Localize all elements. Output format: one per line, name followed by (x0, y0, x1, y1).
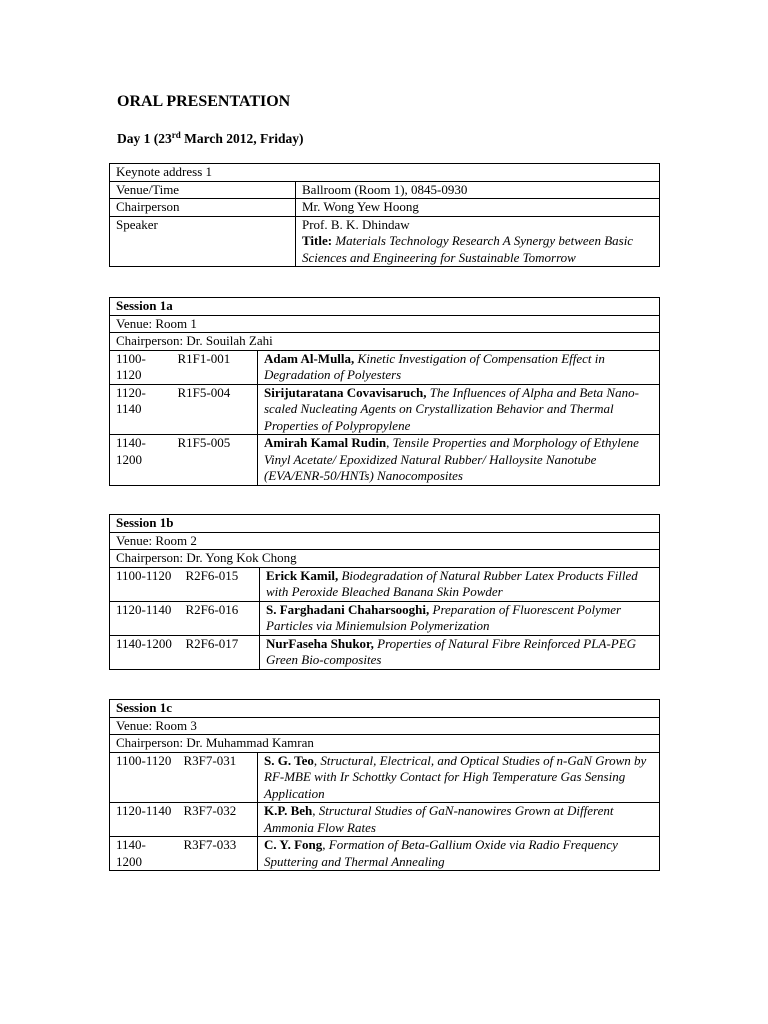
talk-time: 1120-1140 (110, 803, 178, 837)
talk-details (260, 567, 660, 601)
talk-title: Properties of Natural Fibre Reinforced PLA-PEG Green Bio-composites (266, 635, 637, 667)
talk-row (110, 635, 660, 669)
talk-title: Structural Studies of GaN-nanowires Grown at Different Ammonia Flow Rates (264, 803, 614, 835)
talk-code: R2F6-016 (180, 601, 260, 635)
talk-time: 1120-1140 (110, 601, 180, 635)
keynote-title-text: Materials Technology Research A Synergy between Basic Sciences and Engineering for Sustainable Tomorrow (302, 233, 634, 265)
session-chair: Chairperson: Dr. Muhammad Kamran (110, 735, 660, 753)
day-heading (117, 130, 303, 148)
talk-time: 1140-1200 (110, 435, 172, 486)
session-venue: Venue: Room 3 (110, 717, 660, 735)
keynote-speaker-cell (296, 216, 660, 267)
talk-code: R1F5-004 (172, 384, 258, 435)
session-chair: Chairperson: Dr. Souilah Zahi (110, 333, 660, 351)
talk-details: Amirah Kamal Rudin, Tensile Properties and Morphology of Ethylene Vinyl Acetate/ Epoxidized Natural Rubber/ Halloysite Nanotube (EVA/ENR-50/HNTs) Nanocomposites (258, 435, 660, 486)
talk-author: Sirijutaratana Covavisaruch, (264, 384, 427, 400)
talk-time: 1100-1120 (110, 752, 178, 803)
talk-author: Amirah Kamal Rudin (264, 435, 387, 450)
talk-author: C. Y. Fong (264, 837, 323, 852)
talk-details: K.P. Beh, Structural Studies of GaN-nanowires Grown at Different Ammonia Flow Rates (258, 803, 660, 837)
session-venue-row (110, 315, 660, 333)
day-ordinal-suffix: rd (171, 130, 181, 140)
talk-title: Biodegradation of Natural Rubber Latex Products Filled with Peroxide Bleached Banana Skin Powder (266, 567, 638, 599)
talk-time: 1100-1120 (110, 350, 172, 384)
talk-code: R2F6-017 (180, 635, 260, 669)
talk-row (110, 601, 660, 635)
talk-row (110, 350, 660, 384)
keynote-speaker-row (110, 216, 660, 267)
day-suffix: March 2012, Friday) (180, 131, 304, 146)
keynote-chair-row (110, 199, 660, 217)
talk-details: C. Y. Fong, Formation of Beta-Gallium Oxide via Radio Frequency Sputtering and Thermal Annealing (258, 837, 660, 871)
keynote-speaker-name: Prof. B. K. Dhindaw (302, 216, 410, 232)
session-chair-row (110, 333, 660, 351)
keynote-talk-title (302, 233, 653, 266)
talk-row (110, 435, 660, 486)
talk-row (110, 803, 660, 837)
talk-row (110, 837, 660, 871)
talk-row (110, 752, 660, 803)
talk-author: S. G. Teo (264, 752, 314, 768)
talk-title: Structural, Electrical, and Optical Studies of n-GaN Grown by RF-MBE with Ir Schottky Contact for High Temperature Gas Sensing Application (264, 752, 647, 801)
talk-row (110, 384, 660, 435)
session-chair-row (110, 550, 660, 568)
talk-code: R2F6-015 (180, 567, 260, 601)
session-header-row (110, 515, 660, 533)
talk-time: 1140-1200 (110, 635, 180, 669)
talk-code: R1F5-005 (172, 435, 258, 486)
talk-title: Tensile Properties and Morphology of Ethylene Vinyl Acetate/ Epoxidized Natural Rubber/ Halloysite Nanotube (EVA/ENR-50/HNTs) Nanocomposites (264, 435, 639, 483)
talk-title: The Influences of Alpha and Beta Nano-scaled Nucleating Agents on Crystallization Behavior and Thermal Properties of Polypropylene (264, 384, 639, 433)
page-title: ORAL PRESENTATION (117, 93, 291, 110)
session-venue-row (110, 717, 660, 735)
talk-code: R3F7-033 (178, 837, 258, 871)
session-venue: Venue: Room 1 (110, 315, 660, 333)
talk-details (260, 601, 660, 635)
talk-code: R3F7-031 (178, 752, 258, 803)
talk-title: Formation of Beta-Gallium Oxide via Radio Frequency Sputtering and Thermal Annealing (264, 837, 618, 869)
talk-code: R3F7-032 (178, 803, 258, 837)
session-name: Session 1a (110, 298, 660, 316)
session-header-row (110, 298, 660, 316)
talk-details (258, 384, 660, 435)
talk-code: R1F1-001 (172, 350, 258, 384)
keynote-title-label: Title: (302, 233, 333, 248)
talk-author: K.P. Beh (264, 803, 313, 818)
session-chair-row (110, 735, 660, 753)
session-name: Session 1c (110, 700, 660, 718)
talk-time: 1100-1120 (110, 567, 180, 601)
keynote-header-row (110, 164, 660, 182)
session-header-row (110, 700, 660, 718)
talk-details (260, 635, 660, 669)
keynote-chair-value: Mr. Wong Yew Hoong (296, 199, 660, 217)
talk-time: 1140-1200 (110, 837, 178, 871)
session-name: Session 1b (110, 515, 660, 533)
keynote-chair-label: Chairperson (110, 199, 296, 217)
talk-title: Kinetic Investigation of Compensation Effect in Degradation of Polyesters (264, 350, 605, 382)
session-chair: Chairperson: Dr. Yong Kok Chong (110, 550, 660, 568)
keynote-venue-value: Ballroom (Room 1), 0845-0930 (296, 181, 660, 199)
keynote-header: Keynote address 1 (110, 164, 660, 182)
talk-title: Preparation of Fluorescent Polymer Particles via Miniemulsion Polymerization (266, 601, 622, 633)
keynote-venue-label: Venue/Time (110, 181, 296, 199)
keynote-speaker-label: Speaker (110, 216, 296, 267)
session-1a-table (109, 297, 660, 486)
talk-author: NurFaseha Shukor, (266, 635, 374, 651)
session-venue: Venue: Room 2 (110, 532, 660, 550)
session-1c-table (109, 699, 660, 871)
talk-row (110, 567, 660, 601)
session-1b-table (109, 514, 660, 670)
talk-author: S. Farghadani Chaharsooghi, (266, 601, 430, 617)
keynote-venue-row (110, 181, 660, 199)
session-venue-row (110, 532, 660, 550)
talk-time: 1120-1140 (110, 384, 172, 435)
talk-author: Adam Al-Mulla, (264, 350, 355, 366)
talk-author: Erick Kamil, (266, 567, 339, 583)
talk-details (258, 350, 660, 384)
keynote-table (109, 163, 660, 267)
day-prefix: Day 1 (23 (117, 131, 172, 146)
talk-details: S. G. Teo, Structural, Electrical, and Optical Studies of n-GaN Grown by RF-MBE with Ir Schottky Contact for High Temperature Gas Sensing Application (258, 752, 660, 803)
